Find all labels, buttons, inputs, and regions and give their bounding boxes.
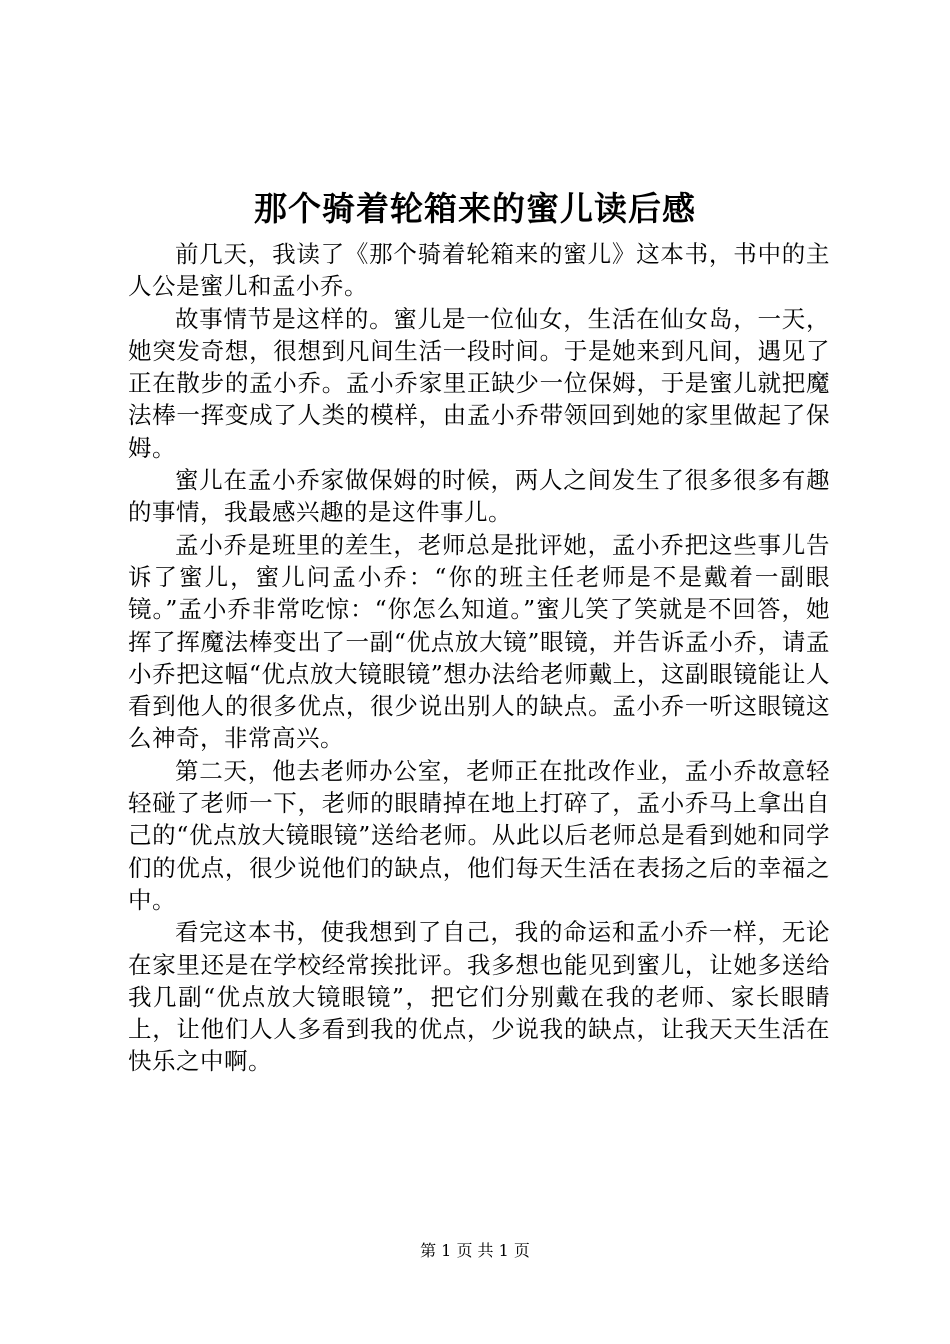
paragraph: 看完这本书，使我想到了自己，我的命运和孟小乔一样，无论在家里还是在学校经常挨批评。我多想也能见到蜜儿，让她多送给我几副“优点放大镜眼镜”，把它们分别戴在我的老师、家长眼睛上，让他们人人多看到我的优点，少说我的缺点，让我天天生活在快乐之中啊。 [128,918,830,1076]
paragraph: 第二天，他去老师办公室，老师正在批改作业，孟小乔故意轻轻碰了老师一下，老师的眼睛掉在地上打碎了，孟小乔马上拿出自己的“优点放大镜眼镜”送给老师。从此以后老师总是看到她和同学们的优点，很少说他们的缺点，他们每天生活在表扬之后的幸福之中。 [128,756,830,914]
paragraph: 蜜儿在孟小乔家做保姆的时候，两人之间发生了很多很多有趣的事情，我最感兴趣的是这件事儿。 [128,466,830,527]
paragraph: 故事情节是这样的。蜜儿是一位仙女，生活在仙女岛，一天，她突发奇想，很想到凡间生活一段时间。于是她来到凡间，遇见了正在散步的孟小乔。孟小乔家里正缺少一位保姆，于是蜜儿就把魔法棒一挥变成了人类的模样，由孟小乔带领回到她的家里做起了保姆。 [128,304,830,462]
paragraph: 前几天，我读了《那个骑着轮箱来的蜜儿》这本书，书中的主人公是蜜儿和孟小乔。 [128,240,830,301]
document-body [128,238,830,1078]
paragraph: 孟小乔是班里的差生，老师总是批评她，孟小乔把这些事儿告诉了蜜儿，蜜儿问孟小乔：“你的班主任老师是不是戴着一副眼镜。”孟小乔非常吃惊：“你怎么知道。”蜜儿笑了笑就是不回答，她挥了挥魔法棒变出了一副“优点放大镜”眼镜，并告诉孟小乔，请孟小乔把这幅“优点放大镜眼镜”想办法给老师戴上，这副眼镜能让人看到他人的很多优点，很少说出别人的缺点。孟小乔一听这眼镜这么神奇，非常高兴。 [128,530,830,753]
page-footer: 第 1 页 共 1 页 [420,1241,530,1260]
document-title: 那个骑着轮箱来的蜜儿读后感 [254,189,696,228]
